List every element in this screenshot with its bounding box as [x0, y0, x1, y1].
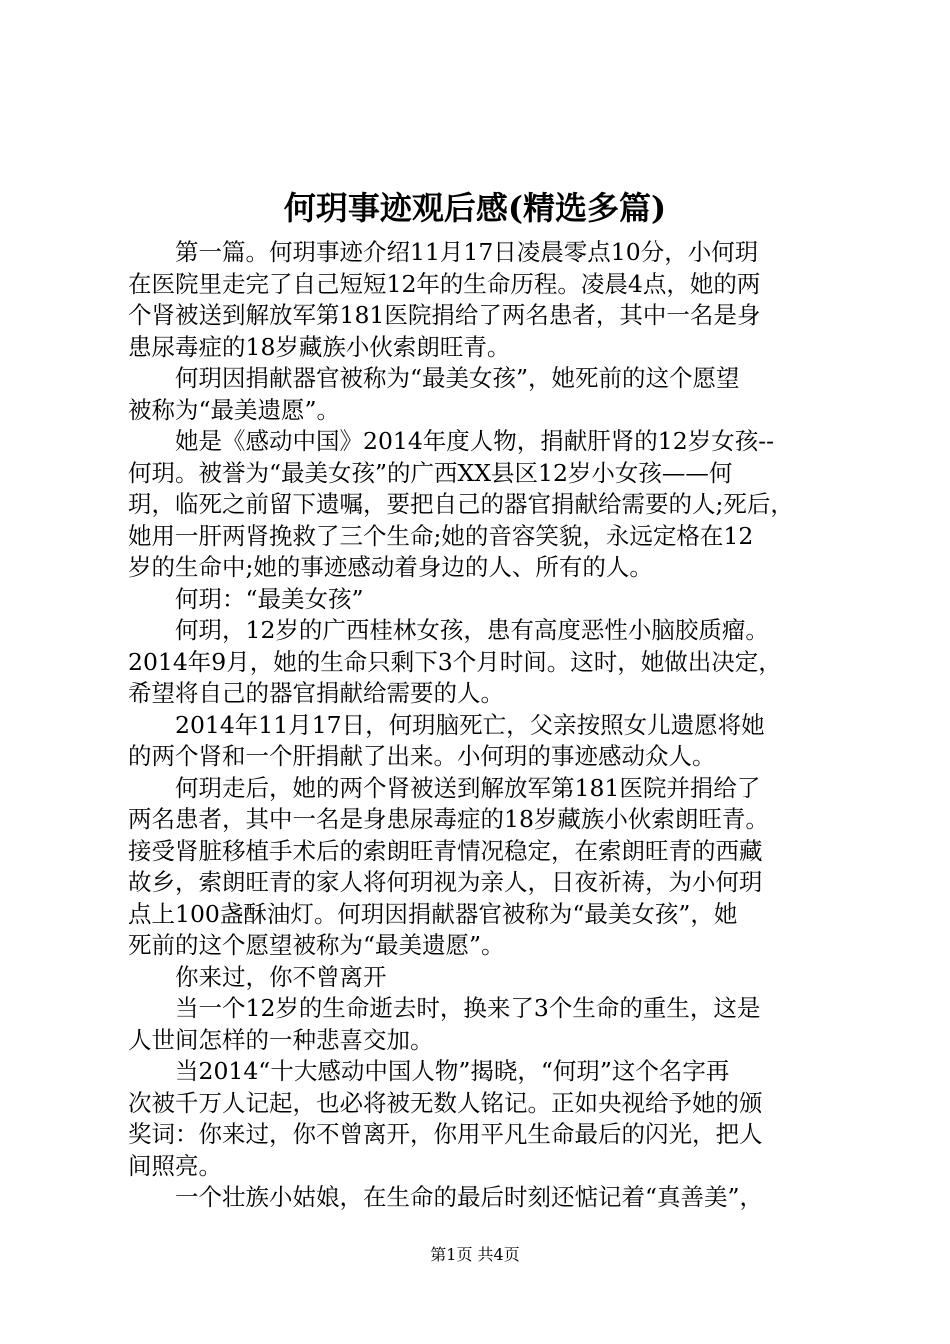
- document-body: [128, 237, 834, 1214]
- paragraph: 何玥：“最美女孩”: [175, 584, 364, 613]
- paragraph: 何玥，12岁的广西桂林女孩，患有高度恶性小脑胶质瘤。 2014年9月，她的生命只剩下3个月时间。这时，她做出决定， 希望将自己的器官捐献给需要的人。: [128, 616, 782, 707]
- paragraph: 2014年11月17日，何玥脑死亡，父亲按照女儿遗愿将她 的两个肾和一个肝捐献了出来。小何玥的事迹感动众人。: [128, 710, 765, 770]
- paragraph: 当2014“十大感动中国人物”揭晓，“何玥”这个名字再 次被千万人记起，也必将被无数人铭记。正如央视给予她的颁 奖词：你来过，你不曾离开，你用平凡生命最后的闪光，把人 间照亮。: [128, 1057, 763, 1180]
- paragraph: 当一个12岁的生命逝去时，换来了3个生命的重生，这是 人世间怎样的一种悲喜交加。: [128, 994, 761, 1054]
- page-footer: 第1页 共4页: [430, 1245, 520, 1264]
- paragraph: 何玥因捐献器官被称为“最美女孩”，她死前的这个愿望 被称为“最美遗愿”。: [128, 364, 740, 424]
- paragraph: 第一篇。何玥事迹介绍11月17日凌晨零点10分，小何玥 在医院里走完了自己短短12年的生命历程。凌晨4点，她的两 个肾被送到解放军第181医院捐给了两名患者，其中一名是身 患尿毒症的18岁藏族小伙索朗旺青。: [128, 238, 761, 361]
- document-title: 何玥事迹观后感(精选多篇): [283, 189, 667, 227]
- paragraph: 你来过，你不曾离开: [175, 962, 387, 991]
- paragraph: 她是《感动中国》2014年度人物，捐献肝肾的12岁女孩-- 何玥。被誉为“最美女孩”的广西XX县区12岁小女孩——何 玥，临死之前留下遗嘱，要把自己的器官捐献给需要的人;死后， 她用一肝两肾挽救了三个生命;她的音容笑貌，永远定格在12 岁的生命中;她的事迹感动着身边的人、所有的人。: [128, 427, 794, 581]
- paragraph: 何玥走后，她的两个肾被送到解放军第181医院并捐给了 两名患者，其中一名是身患尿毒症的18岁藏族小伙索朗旺青。 接受肾脏移植手术后的索朗旺青情况稳定，在索朗旺青的西藏 故乡，索朗旺青的家人将何玥视为亲人，日夜祈祷，为小何玥 点上100盏酥油灯。何玥因捐献器官被称为“最美女孩”，她 死前的这个愿望被称为“最美遗愿”。: [128, 773, 769, 959]
- paragraph: 一个壮族小姑娘，在生命的最后时刻还惦记着“真善美”，: [175, 1183, 764, 1211]
